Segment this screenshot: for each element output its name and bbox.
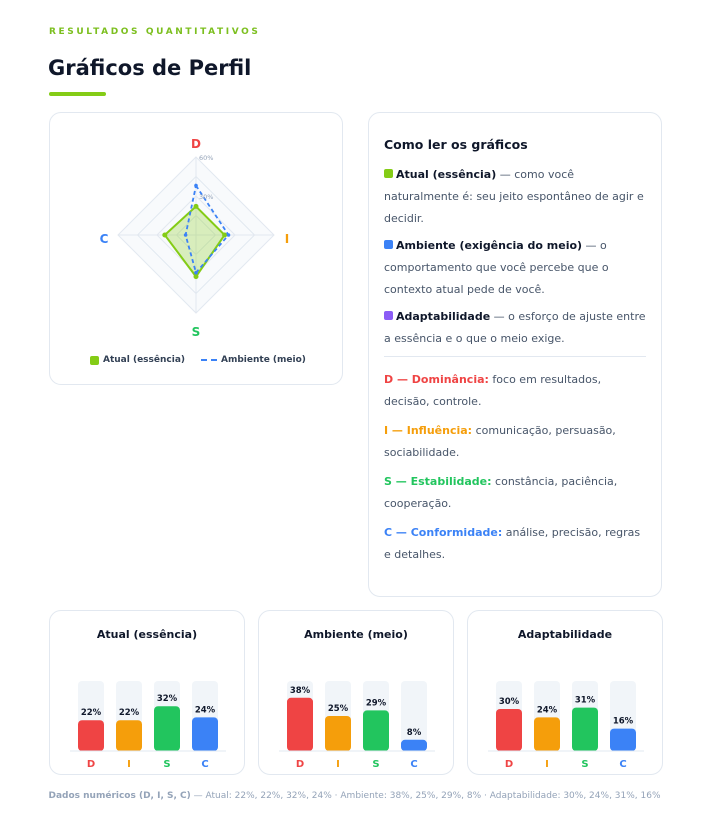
bar-value-label: 8% — [406, 727, 422, 738]
bar-c — [401, 740, 427, 751]
bar-i — [534, 717, 560, 751]
radar-point-atual — [162, 233, 167, 238]
legend-label-ambiente: Ambiente (meio) — [221, 355, 306, 365]
bar-value-label: 38% — [289, 685, 311, 696]
radar-legend — [90, 355, 306, 365]
section-kicker: RESULTADOS QUANTITATIVOS — [49, 27, 261, 37]
bar-chart-title: Ambiente (meio) — [304, 628, 408, 641]
bar-s — [363, 710, 389, 751]
guide-term: Atual (essência) — [396, 168, 497, 181]
guide-term: Adaptabilidade — [396, 310, 491, 323]
bar-d — [78, 720, 104, 751]
bar-i — [116, 720, 142, 751]
title-underline — [49, 92, 106, 96]
radar-point-atual — [194, 204, 199, 209]
radar-axis-label-d: D — [191, 137, 201, 151]
swatch-atual — [384, 169, 393, 178]
legend-swatch-ambiente — [201, 359, 217, 361]
bar-value-label: 22% — [118, 708, 140, 719]
bar-chart-card-atual — [49, 610, 245, 775]
bar-category-label: I — [336, 759, 340, 770]
bar-value-label: 32% — [156, 694, 178, 705]
bar-chart-card-adaptabilidade — [467, 610, 663, 775]
bar-c — [192, 717, 218, 751]
bar-value-label: 29% — [365, 698, 387, 709]
disc-item-d — [384, 369, 646, 413]
bar-value-label: 24% — [194, 705, 216, 716]
bar-i — [325, 716, 351, 751]
disc-term-c: C — Conformidade: — [384, 526, 503, 539]
radar-point-ambiente — [184, 233, 188, 237]
radar-axis-label-s: S — [191, 325, 201, 339]
numeric-data-footnote — [40, 787, 669, 806]
bar-c — [610, 729, 636, 751]
disc-term-i: I — Influência: — [384, 424, 473, 437]
bar-category-label: C — [410, 759, 418, 770]
guide-text: — o esforço de ajuste entre a essência e o que o meio exige. — [384, 310, 646, 345]
bar-value-label: 25% — [327, 704, 349, 714]
bar-value-label: 24% — [536, 705, 558, 716]
bar-value-label: 16% — [612, 716, 634, 727]
guide-text: — o comportamento que você percebe que o contexto atual pede de você. — [384, 239, 609, 296]
bar-d — [496, 709, 522, 751]
bar-value-label: 30% — [498, 697, 520, 707]
page-title: Gráficos de Perfil — [48, 56, 252, 80]
radar-chart — [50, 113, 344, 386]
radar-axis-label-c: C — [99, 232, 109, 246]
disc-text: constância, paciência, cooperação. — [384, 475, 618, 510]
bar-chart-title: Atual (essência) — [96, 628, 198, 641]
guide-term: Ambiente (exigência do meio) — [396, 239, 583, 252]
bar-chart-atual — [50, 611, 246, 776]
disc-text: foco em resultados, decisão, controle. — [384, 373, 602, 408]
bar-chart-title: Adaptabilidade — [517, 628, 613, 641]
bar-d — [287, 698, 313, 751]
radar-point-ambiente — [194, 271, 198, 275]
footnote-text: — Atual: 22%, 22%, 32%, 24% · Ambiente: 38%, 25%, 29%, 8% · Adaptabilidade: 30%, 24%, 31%, 16% — [190, 791, 661, 801]
bar-category-label: S — [581, 759, 589, 770]
bar-category-label: C — [201, 759, 209, 770]
bar-category-label: D — [295, 759, 305, 770]
radar-point-ambiente — [194, 184, 198, 188]
disc-term-d: D — Dominância: — [384, 373, 489, 386]
bar-chart-adaptabilidade — [468, 611, 664, 776]
radar-tick-label: 30% — [199, 193, 214, 201]
guide-divider — [384, 356, 646, 357]
disc-text: comunicação, persuasão, sociabilidade. — [384, 424, 616, 459]
radar-point-atual — [194, 274, 199, 279]
bar-s — [154, 706, 180, 751]
swatch-adaptabilidade — [384, 311, 393, 320]
bar-category-label: S — [372, 759, 380, 770]
radar-chart-card — [49, 112, 343, 385]
bar-s — [572, 708, 598, 751]
swatch-ambiente — [384, 240, 393, 249]
disc-item-c — [384, 522, 646, 566]
guide-item-adaptabilidade — [384, 306, 646, 350]
bar-category-label: D — [86, 759, 96, 770]
legend-label-atual: Atual (essência) — [103, 355, 186, 365]
footnote-label: Dados numéricos (D, I, S, C) — [48, 791, 191, 801]
bar-chart-card-ambiente — [258, 610, 454, 775]
disc-text: análise, precisão, regras e detalhes. — [384, 526, 641, 561]
guide-item-atual — [384, 164, 646, 230]
bar-category-label: I — [545, 759, 549, 770]
bar-category-label: I — [127, 759, 131, 770]
radar-point-ambiente — [227, 233, 231, 237]
disc-item-s — [384, 471, 646, 515]
bar-category-label: S — [163, 759, 171, 770]
disc-item-i — [384, 420, 646, 464]
radar-tick-label: 60% — [199, 154, 214, 162]
disc-term-s: S — Estabilidade: — [384, 475, 492, 488]
bar-category-label: C — [619, 759, 627, 770]
guide-title: Como ler os gráficos — [384, 137, 528, 152]
legend-swatch-atual — [90, 356, 99, 365]
reading-guide-card — [368, 112, 662, 597]
bar-value-label: 31% — [574, 695, 596, 706]
bar-category-label: D — [504, 759, 514, 770]
guide-text: — como você naturalmente é: seu jeito espontâneo de agir e decidir. — [384, 168, 644, 225]
guide-item-ambiente — [384, 235, 646, 301]
radar-axis-label-i: I — [284, 232, 290, 246]
bar-value-label: 22% — [80, 708, 102, 719]
bar-chart-ambiente — [259, 611, 455, 776]
